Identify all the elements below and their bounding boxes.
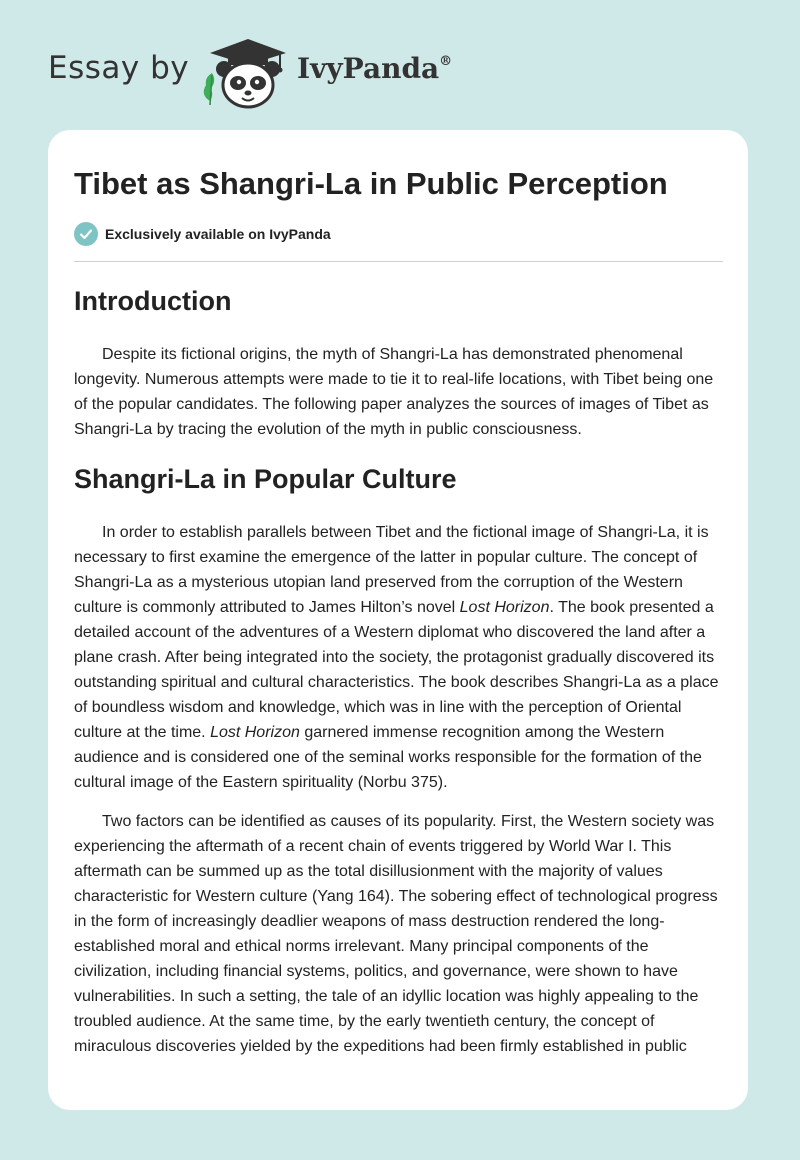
brand-name: IvyPanda® <box>297 52 453 85</box>
section-heading-introduction: Introduction <box>74 286 232 316</box>
essay-body <box>74 280 726 1059</box>
badge-label: Exclusively available on IvyPanda <box>105 226 331 242</box>
registered-mark: ® <box>439 54 453 69</box>
essay-card <box>48 130 748 1110</box>
essay-by-text: Essay by <box>48 50 190 86</box>
site-header <box>0 0 800 130</box>
check-icon <box>74 222 98 246</box>
book-title-italic: Lost Horizon <box>459 599 550 616</box>
divider <box>74 261 723 262</box>
book-title-italic: Lost Horizon <box>210 724 300 741</box>
paragraph-popular-culture-2: Two factors can be identified as causes of its popularity. First, the Western society was experiencing the aftermath of a recent chain of events triggered by World War I. This aftermath can be summed up as the total disillusionment with the majority of values characteristic for Western culture (Yang 164). The sobering effect of technological progress in the form of increasingly deadlier weapons of mass destruction rendered the long-established moral and ethical norms irrelevant. Many principal components of the civilization, including financial systems, politics, and governance, were shown to have vulnerabilities. In such a setting, the tale of an idyllic location was highly appealing to the troubled audience. At the same time, by the early twentieth century, the concept of miraculous discoveries yielded by the expeditions had been firmly established in public <box>74 813 718 1055</box>
page-title: Tibet as Shangri-La in Public Perception <box>74 166 668 201</box>
exclusive-badge <box>74 221 331 247</box>
paragraph-introduction: Despite its fictional origins, the myth of Shangri-La has demonstrated phenomenal longevity. Numerous attempts were made to tie it to real-life locations, with Tibet being one of the popular candidates. The following paper analyzes the sources of images of Tibet as Shangri-La by tracing the evolution of the myth in public consciousness. <box>74 346 714 438</box>
ivypanda-logo-icon[interactable] <box>200 35 296 111</box>
paragraph-popular-culture-1: In order to establish parallels between Tibet and the fictional image of Shangri-La, it is necessary to first examine the emergence of the latter in popular culture. The concept of Shangri-La as a mysterious utopian land preserved from the corruption of the Western culture is commonly attributed to James Hilton’s novel Lost Horizon. The book presented a detailed account of the adventures of a Western diplomat who discovered the land after a plane crash. After being integrated into the society, the protagonist gradually discovered its outstanding spiritual and cultural characteristics. The book describes Shangri-La as a place of boundless wisdom and knowledge, which was in line with the perception of Oriental culture at the time. Lost Horizon garnered immense recognition among the Western audience and is considered one of the seminal works responsible for the formation of the cultural image of the Eastern spirituality (Norbu 375). <box>74 524 719 791</box>
section-heading-popular-culture: Shangri-La in Popular Culture <box>74 464 457 494</box>
